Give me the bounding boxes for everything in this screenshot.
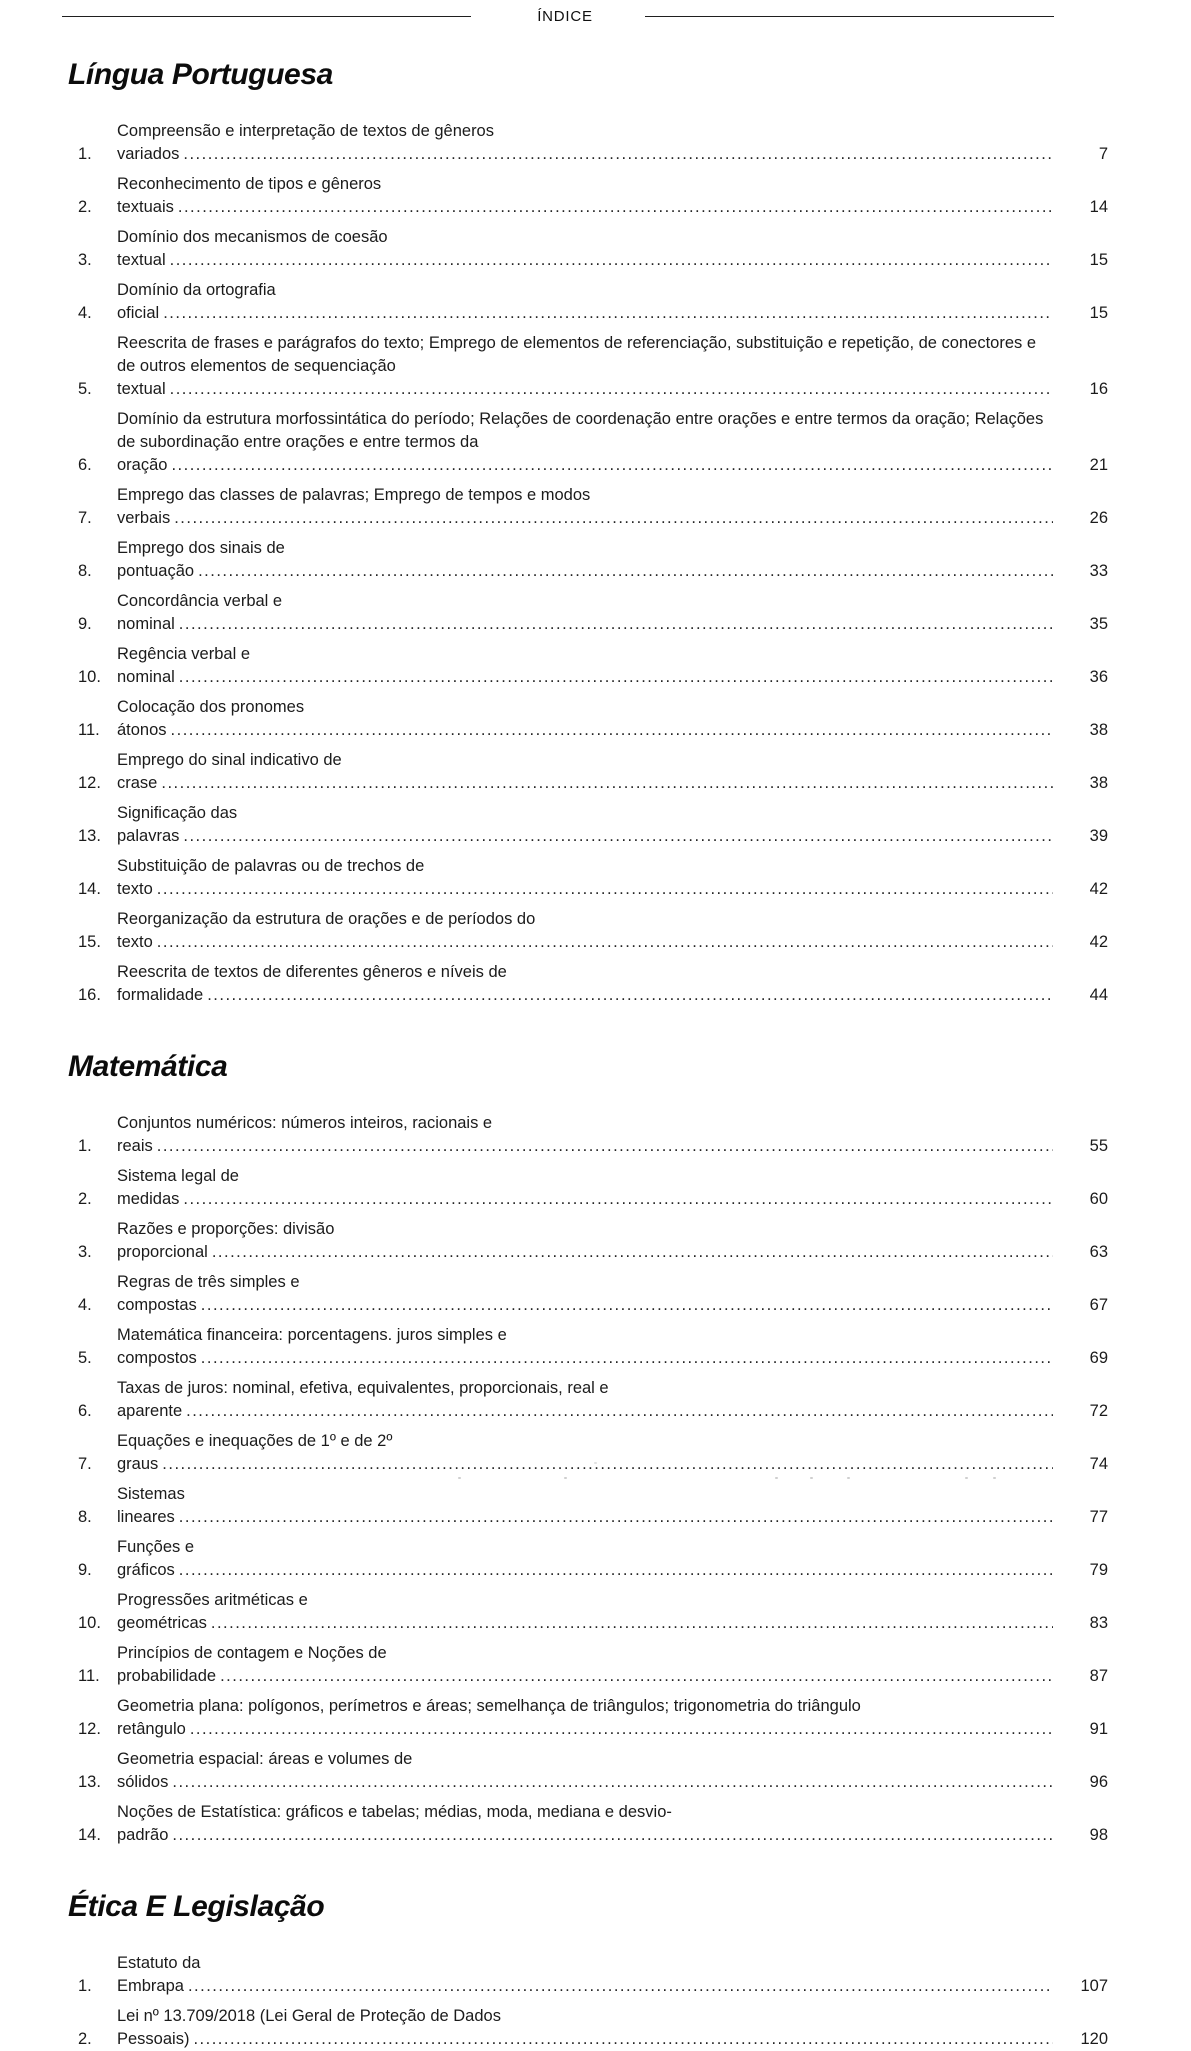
entry-title: Matemática financeira: porcentagens. juros simples e compostos .....: [117, 1324, 1053, 1370]
toc-entry: [78, 484, 1108, 530]
entry-page: 36: [1089, 668, 1108, 686]
entry-page: 15: [1089, 251, 1108, 269]
toc-entry: [78, 961, 1108, 1007]
entry-title: Significação das palavras .....: [117, 802, 1053, 848]
entry-number: 8.: [78, 1508, 92, 1526]
toc-entry: [78, 1536, 1108, 1582]
entry-number: 12.: [78, 1720, 101, 1738]
entry-number: 4.: [78, 1296, 92, 1314]
toc-entry: [78, 1801, 1108, 1847]
toc-entry: [78, 1430, 1108, 1476]
toc-entry: [78, 1748, 1108, 1794]
entry-title: Emprego do sinal indicativo de crase .....: [117, 749, 1053, 795]
entry-page: 42: [1089, 933, 1108, 951]
toc-entry: [78, 696, 1108, 742]
toc-section: [66, 1889, 1108, 2051]
entry-page: 77: [1089, 1508, 1108, 1526]
entry-title: Domínio dos mecanismos de coesão textual .....: [117, 226, 1053, 272]
entry-number: 15.: [78, 933, 101, 951]
entry-number: 9.: [78, 615, 92, 633]
entry-title: Funções e gráficos .....: [117, 1536, 1053, 1582]
entry-page: 79: [1089, 1561, 1108, 1579]
entry-number: 7.: [78, 509, 92, 527]
entry-title: Regras de três simples e compostas .....: [117, 1271, 1053, 1317]
entry-page: 69: [1089, 1349, 1108, 1367]
entry-title: Compreensão e interpretação de textos de gêneros variados .....: [117, 120, 1053, 166]
entry-title: Taxas de juros: nominal, efetiva, equivalentes, proporcionais, real e aparente .....: [117, 1377, 1053, 1423]
entry-title: Conjuntos numéricos: números inteiros, racionais e reais .....: [117, 1112, 1053, 1158]
entry-number: 10.: [78, 668, 101, 686]
toc-entry: [78, 408, 1108, 477]
entry-title: Progressões aritméticas e geométricas .....: [117, 1589, 1053, 1635]
header-rule-right: [645, 16, 1054, 17]
entry-title: Equações e inequações de 1º e de 2º graus .....: [117, 1430, 1053, 1476]
entry-page: 87: [1089, 1667, 1108, 1685]
entry-page: 74: [1089, 1455, 1108, 1473]
entry-number: 14.: [78, 1826, 101, 1844]
entry-page: 26: [1089, 509, 1108, 527]
toc-entry: [78, 1589, 1108, 1635]
toc-entry: [78, 1695, 1108, 1741]
cutoff-glyph-speck: [965, 1477, 968, 1479]
toc-entry: [78, 749, 1108, 795]
toc-entry: [78, 1483, 1108, 1529]
entry-title: Princípios de contagem e Noções de probabilidade .....: [117, 1642, 1053, 1688]
entry-page: 16: [1089, 380, 1108, 398]
entry-page: 120: [1080, 2030, 1108, 2048]
entry-page: 83: [1089, 1614, 1108, 1632]
toc-entry: [78, 226, 1108, 272]
entry-page: 33: [1089, 562, 1108, 580]
entry-page: 38: [1089, 774, 1108, 792]
toc-entry: [78, 1952, 1108, 1998]
entry-title: Substituição de palavras ou de trechos de texto .....: [117, 855, 1053, 901]
entry-number: 2.: [78, 1190, 92, 1208]
toc-entry: [78, 1112, 1108, 1158]
entry-number: 13.: [78, 827, 101, 845]
entry-page: 35: [1089, 615, 1108, 633]
toc-entry: [78, 2005, 1108, 2051]
entry-number: 11.: [78, 1667, 100, 1685]
entry-number: 5.: [78, 380, 92, 398]
entry-number: 3.: [78, 1243, 92, 1261]
entry-number: 1.: [78, 1977, 92, 1995]
entry-page: 60: [1089, 1190, 1108, 1208]
entry-number: 7.: [78, 1455, 92, 1473]
toc-list: [66, 120, 1108, 1007]
toc-entry: [78, 173, 1108, 219]
cutoff-glyph-speck: [775, 1477, 778, 1479]
toc-entry: [78, 1165, 1108, 1211]
cutoff-glyph-speck: [847, 1477, 850, 1479]
entry-number: 6.: [78, 456, 92, 474]
toc-list: [66, 1952, 1108, 2051]
entry-title: Estatuto da Embrapa .....: [117, 1952, 1053, 1998]
entry-number: 10.: [78, 1614, 101, 1632]
entry-title: Geometria espacial: áreas e volumes de sólidos .....: [117, 1748, 1053, 1794]
entry-page: 44: [1089, 986, 1108, 1004]
toc-entry: [78, 279, 1108, 325]
entry-title: Reorganização da estrutura de orações e de períodos do texto .....: [117, 908, 1053, 954]
entry-number: 1.: [78, 1137, 92, 1155]
cutoff-glyph-speck: [564, 1477, 567, 1479]
entry-number: 13.: [78, 1773, 101, 1791]
entry-title: Emprego das classes de palavras; Emprego de tempos e modos verbais .....: [117, 484, 1053, 530]
entry-page: 7: [1098, 145, 1108, 163]
entry-number: 9.: [78, 1561, 92, 1579]
entry-page: 14: [1089, 198, 1108, 216]
section-title: Ética E Legislação: [68, 1890, 325, 1923]
section-title: Língua Portuguesa: [68, 58, 333, 91]
cutoff-glyph-speck: [594, 1462, 597, 1464]
toc-entry: [78, 1218, 1108, 1264]
entry-title: Domínio da ortografia oficial .....: [117, 279, 1053, 325]
page-title: ÍNDICE: [537, 8, 593, 25]
entry-page: 67: [1089, 1296, 1108, 1314]
entry-page: 15: [1089, 304, 1108, 322]
entry-title: Sistema legal de medidas .....: [117, 1165, 1053, 1211]
toc-entry: [78, 1377, 1108, 1423]
entry-title: Domínio da estrutura morfossintática do período; Relações de coordenação entre orações e entre termos da oração; Relações de subordinação entre orações e entre termos da oração .....: [117, 408, 1053, 477]
toc-entry: [78, 1324, 1108, 1370]
entry-title: Geometria plana: polígonos, perímetros e áreas; semelhança de triângulos; trigonometria do triângulo retângulo .....: [117, 1695, 1053, 1741]
toc-entry: [78, 802, 1108, 848]
entry-title: Reconhecimento de tipos e gêneros textuais .....: [117, 173, 1053, 219]
entry-title: Regência verbal e nominal .....: [117, 643, 1053, 689]
toc-entry: [78, 855, 1108, 901]
entry-number: 12.: [78, 774, 101, 792]
entry-number: 16.: [78, 986, 101, 1004]
entry-number: 8.: [78, 562, 92, 580]
entry-title: Emprego dos sinais de pontuação .....: [117, 537, 1053, 583]
index-header: [62, 8, 1054, 25]
toc-section: [66, 57, 1108, 1007]
toc-entry: [78, 332, 1108, 401]
entry-title: Lei nº 13.709/2018 (Lei Geral de Proteção de Dados Pessoais) .....: [117, 2005, 1053, 2051]
entry-number: 1.: [78, 145, 92, 163]
entry-number: 6.: [78, 1402, 92, 1420]
toc-entry: [78, 120, 1108, 166]
entry-page: 21: [1089, 456, 1108, 474]
entry-number: 4.: [78, 304, 92, 322]
entry-page: 38: [1089, 721, 1108, 739]
toc-entry: [78, 537, 1108, 583]
entry-page: 72: [1089, 1402, 1108, 1420]
toc-entry: [78, 1642, 1108, 1688]
toc-entry: [78, 590, 1108, 636]
entry-title: Noções de Estatística: gráficos e tabelas; médias, moda, mediana e desvio-padrão .....: [117, 1801, 1053, 1847]
section-title: Matemática: [68, 1050, 228, 1083]
entry-title: Razões e proporções: divisão proporcional .....: [117, 1218, 1053, 1264]
cutoff-glyph-speck: [993, 1477, 996, 1479]
entry-title: Sistemas lineares .....: [117, 1483, 1053, 1529]
entry-page: 42: [1089, 880, 1108, 898]
toc-entry: [78, 1271, 1108, 1317]
cutoff-glyph-speck: [458, 1477, 461, 1479]
entry-page: 55: [1089, 1137, 1108, 1155]
entry-page: 63: [1089, 1243, 1108, 1261]
entry-page: 98: [1089, 1826, 1108, 1844]
entry-title: Reescrita de textos de diferentes gêneros e níveis de formalidade .....: [117, 961, 1053, 1007]
entry-number: 3.: [78, 251, 92, 269]
entry-page: 107: [1080, 1977, 1108, 1995]
cutoff-glyph-speck: [810, 1477, 813, 1479]
entry-page: 96: [1089, 1773, 1108, 1791]
toc-sections: [66, 57, 1108, 2051]
toc-entry: [78, 908, 1108, 954]
entry-number: 2.: [78, 198, 92, 216]
toc-entry: [78, 643, 1108, 689]
entry-page: 91: [1089, 1720, 1108, 1738]
header-rule-left: [62, 16, 471, 17]
entry-title: Concordância verbal e nominal .....: [117, 590, 1053, 636]
entry-title: Reescrita de frases e parágrafos do texto; Emprego de elementos de referenciação, substituição e repetição, de conectores e de outros elementos de sequenciação textual .....: [117, 332, 1053, 401]
entry-number: 14.: [78, 880, 101, 898]
entry-number: 11.: [78, 721, 100, 739]
entry-page: 39: [1089, 827, 1108, 845]
entry-title: Colocação dos pronomes átonos .....: [117, 696, 1053, 742]
entry-number: 2.: [78, 2030, 92, 2048]
entry-number: 5.: [78, 1349, 92, 1367]
toc-section: [66, 1049, 1108, 1847]
